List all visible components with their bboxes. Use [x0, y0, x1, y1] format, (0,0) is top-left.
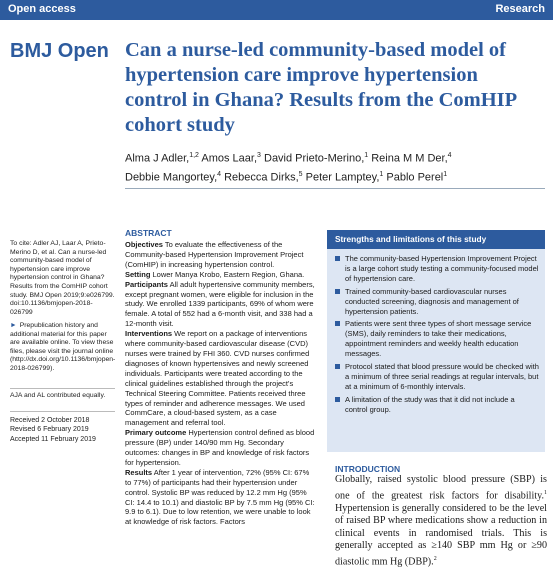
citation-ref-2: 2 [433, 555, 437, 562]
author-line-1 [125, 148, 545, 167]
abstract-paragraph [125, 329, 315, 428]
accepted-date: Accepted 11 February 2019 [10, 435, 96, 443]
affiliation-ref: 4 [217, 170, 222, 178]
strengths-item [335, 362, 539, 392]
strengths-item [335, 395, 539, 415]
strengths-item [335, 287, 539, 317]
square-bullet-icon [335, 364, 340, 369]
intro-text-1: Globally, raised systolic blood pressure (SBP) is one of the greatest risk factors for disability. [335, 474, 547, 501]
square-bullet-icon [335, 397, 340, 402]
abstract-paragraph [125, 240, 315, 270]
title-divider [125, 188, 545, 189]
revised-date: Revised 6 February 2019 [10, 426, 89, 434]
citation-ref-1: 1 [544, 489, 547, 496]
abstract-body [125, 240, 315, 527]
abstract-paragraph [125, 280, 315, 330]
citation-block: To cite: Adler AJ, Laar A, Prieto-Merino D, et al. Can a nurse-led community-based model of hypertension care improve hypertension control in Ghana? Results from the ComHIP cohort study. BMJ Open 2019;9:e026799. doi:10.1136/bmjopen-2018-026799 [10, 240, 115, 316]
section-label: Research [495, 3, 545, 15]
strengths-list [327, 254, 545, 418]
abstract-section-text: After 1 year of intervention, 72% (95% CI: 67% to 77%) of participants had their hypertension under control. Systolic BP was reduced by 12.2 mm Hg (95% CI: 14.4 to 10.1) and diastolic BP by 7.5 mm Hg (95% CI: 9.9 to 6.1). Due to low retention, we were unable to look at knowledge of risk factors. Factors [125, 467, 315, 527]
sidebar-divider [10, 388, 115, 389]
square-bullet-icon [335, 289, 340, 294]
strengths-item-text: A limitation of the study was that it did not include a control group. [345, 394, 515, 414]
abstract-section-label: Interventions [125, 329, 173, 339]
introduction-heading: INTRODUCTION [335, 464, 401, 474]
open-access-label: Open access [8, 3, 76, 15]
contribution-note: AJA and AL contributed equally. [10, 392, 106, 399]
abstract-section-label: Results [125, 467, 153, 477]
abstract-section-text: Lower Manya Krobo, Eastern Region, Ghana. [150, 269, 305, 279]
received-date: Received 2 October 2018 [10, 417, 90, 424]
bullet-icon: ► [10, 322, 17, 329]
abstract-section-label: Objectives [125, 240, 163, 249]
author-name: Peter Lamptey, [302, 171, 380, 184]
introduction-text [335, 474, 547, 569]
abstract-section-label: Primary outcome [125, 428, 187, 438]
journal-brand: BMJ Open [10, 40, 109, 62]
prepublication-note [10, 322, 115, 374]
affiliation-ref: 1 [443, 170, 448, 178]
author-name: Amos Laar, [198, 152, 258, 165]
intro-text-2: Hypertension is generally considered to be the level of raised BP where medications show a reduction in clinical events in randomised trials. This is generally accepted as ≥140 SBP mm Hg or ≥90 diastolic mm Hg (DBP). [335, 502, 547, 568]
affiliation-ref: 1 [379, 170, 384, 178]
sidebar-divider-2 [10, 411, 115, 412]
author-name: Pablo Perel [383, 171, 444, 184]
affiliation-ref: 4 [447, 152, 452, 159]
abstract-paragraph [125, 270, 315, 280]
journal-header-bar [0, 0, 553, 20]
affiliation-ref: 1,2 [189, 152, 199, 159]
abstract-section-label: Setting [125, 269, 151, 279]
author-list [125, 148, 545, 185]
abstract-section-label: Participants [125, 279, 168, 289]
affiliation-ref: 3 [257, 152, 261, 159]
abstract-heading: ABSTRACT [125, 228, 172, 238]
strengths-item [335, 319, 539, 359]
strengths-item-text: Trained community-based cardiovascular nurses conducted screening, diagnosis and management of hypertension patients. [345, 286, 519, 316]
strengths-limitations-box [327, 230, 545, 452]
abstract-section-text: We report on a package of interventions where community-based cardiovascular disease (CVD) nurses were trained by FHI 360. CVD nurses confirmed diagnoses of known hypertensives and newly screened individuals. Participants were treated according to the clinical guidelines established through the project's Technical Steering Committee. Patients received three types of reminder and adherence messages. We used CommCare, a cloud-based system, as a case management and referral tool. [125, 329, 310, 428]
affiliation-ref: 1 [364, 152, 369, 159]
prepublication-text: Prepublication history and additional material for this paper are available online. To view these files, please visit the journal online (http://dx.doi.org/10.1136/bmjopen-2018-026799). [10, 322, 116, 372]
abstract-paragraph [125, 468, 315, 527]
square-bullet-icon [335, 321, 340, 326]
strengths-item-text: The community-based Hypertension Improvement Project is a large cohort study testing a community-focused model of hypertension care. [345, 254, 539, 283]
abstract-paragraph [125, 428, 315, 468]
abstract-section-text: All adult hypertensive community members, except pregnant women, were eligible for inclusion in the study. We enrolled 1339 participants, 69% of whom were female. A total of 552 had a 6-month visit, and 338 had a 12-month visit. [125, 279, 315, 329]
strengths-item [335, 254, 539, 284]
author-line-2 [125, 167, 545, 186]
strengths-item-text: Protocol stated that blood pressure would be checked with a minimum of three serial readings at regular intervals, but at a minimum of 6-monthly intervals. [345, 362, 539, 391]
square-bullet-icon [335, 256, 340, 261]
author-name: Rebecca Dirks, [221, 171, 299, 184]
dates-block [10, 416, 115, 444]
author-name: Debbie Mangortey, [125, 171, 218, 184]
author-name: Reina M M Der, [368, 152, 448, 165]
abstract-section-text: Hypertension control defined as blood pressure (BP) under 140/90 mm Hg. Secondary outcomes: changes in BP and knowledge of risk factors for hypertension. [125, 428, 315, 467]
abstract-section-text: To evaluate the effectiveness of the Community-based Hypertension Improvement Project (ComHIP) in increasing hypertension control. [125, 240, 304, 269]
affiliation-ref: 5 [298, 170, 303, 178]
author-name: David Prieto-Merino, [260, 152, 365, 165]
article-title: Can a nurse-led community-based model of hypertension care improve hypertension control in Ghana? Results from the ComHIP cohort study [125, 39, 517, 136]
strengths-heading: Strengths and limitations of this study [327, 230, 545, 249]
author-name: Alma J Adler, [125, 152, 190, 165]
strengths-item-text: Patients were sent three types of short message service (SMS), daily reminders to take their medications, appointment reminders and weekly health education messages. [345, 319, 532, 359]
